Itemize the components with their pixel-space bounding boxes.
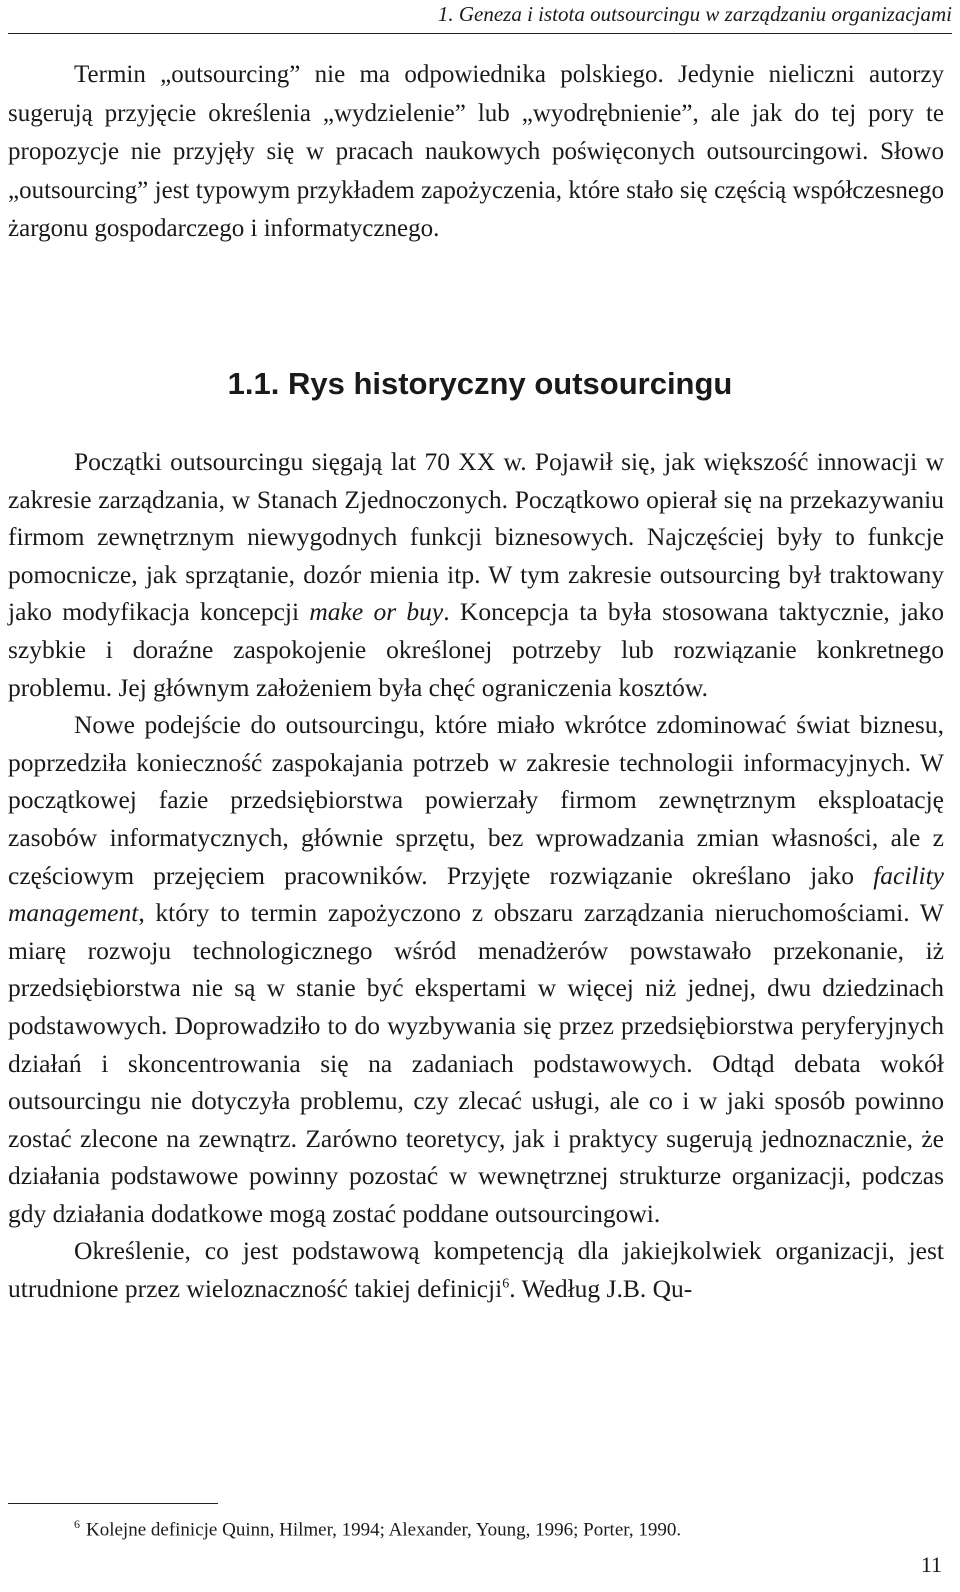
- section-heading: 1.1. Rys historyczny outsourcingu: [227, 366, 733, 401]
- footnote-reference[interactable]: 6: [502, 1276, 510, 1292]
- footnote-text: Kolejne definicje Quinn, Hilmer, 1994; Alexander, Young, 1996; Porter, 1990.: [86, 1519, 682, 1541]
- paragraph-3-text-a: Określenie, co jest podstawową kompetencją dla jakiejkolwiek organizacji, jest utrudnione przez wieloznaczność takiej definicji: [8, 1236, 944, 1304]
- paragraph-3: [8, 1232, 944, 1307]
- running-header: 1. Geneza i istota outsourcingu w zarządzaniu organizacjami: [437, 2, 952, 26]
- paragraph-3-text-b: . Według J.B. Qu-: [509, 1274, 693, 1304]
- footnote-marker: 6: [74, 1517, 80, 1531]
- paragraph-1-text-a: Początki outsourcingu sięgają lat 70 XX w. Pojawił się, jak większość innowacji w zakresie zarządzania, w Stanach Zjednoczonych. Początkowo opierał się na przekazywaniu firmom zewnętrznym niewygodnych funkcji biznesowych. Najczęściej były to funkcje pomocnicze, jak sprzątanie, dozór mienia itp. W tym zakresie outsourcing był traktowany jako modyfikacja koncepcji: [8, 447, 944, 627]
- header-rule: [8, 33, 952, 34]
- intro-paragraph: Termin „outsourcing” nie ma odpowiednika polskiego. Jedynie nieliczni autorzy sugerują przyjęcie określenia „wydzielenie” lub „wyodrębnienie”, ale jak do tej pory te propozycje nie przyjęły się w pracach naukowych poświęconych outsourcingowi. Słowo „outsourcing” jest typowym przykładem zapożyczenia, które stało się częścią współczesnego żargonu gospodarczego i informatycznego.: [8, 61, 944, 242]
- paragraph-2-text-a: Nowe podejście do outsourcingu, które miało wkrótce zdominować świat biznesu, poprzedziła konieczność zaspokajania potrzeb w zakresie technologii informacyjnych. W początkowej fazie przedsiębiorstwa powierzały firmom zewnętrznym eksploatację zasobów informatycznych, głównie sprzętu, bez wprowadzania zmian własności, ale z częściowym przejęciem pracowników. Przyjęte rozwiązanie określano jako: [8, 710, 944, 890]
- paragraph-1: [8, 443, 944, 706]
- footnote: [74, 1517, 681, 1541]
- page-number: 11: [920, 1552, 942, 1577]
- section-body: [8, 443, 944, 1308]
- footnote-rule: [8, 1503, 218, 1504]
- paragraph-2: [8, 706, 944, 1232]
- paragraph-1-text-b: . Koncepcja ta była stosowana taktycznie, jako szybkie i doraźne zaspokojenie określonej potrzeby lub rozwiązanie konkretnego problemu. Jej głównym założeniem była chęć ograniczenia kosztów.: [8, 597, 944, 702]
- paragraph-1-italic: make or buy: [309, 597, 444, 627]
- paragraph-2-text-b: , który to termin zapożyczono z obszaru zarządzania nieruchomościami. W miarę rozwoju technologicznego wśród menadżerów powstawało przekonanie, iż przedsiębiorstwa nie są w stanie być ekspertami w więcej niż jednej, dwu dziedzinach podstawowych. Doprowadziło to do wyzbywania się przez przedsiębiorstwa peryferyjnych działań i skoncentrowania się na zadaniach podstawowych. Odtąd debata wokół outsourcingu nie dotyczyła problemu, czy zlecać usługi, ale co i w jaki sposób powinno zostać zlecone na zewnątrz. Zarówno teoretycy, jak i praktycy sugerują jednoznacznie, że działania podstawowe powinny pozostać w wewnętrznej strukturze organizacji, podczas gdy działania dodatkowe mogą zostać poddane outsourcingowi.: [8, 898, 944, 1228]
- paragraph-2-italic: facility management: [8, 860, 944, 928]
